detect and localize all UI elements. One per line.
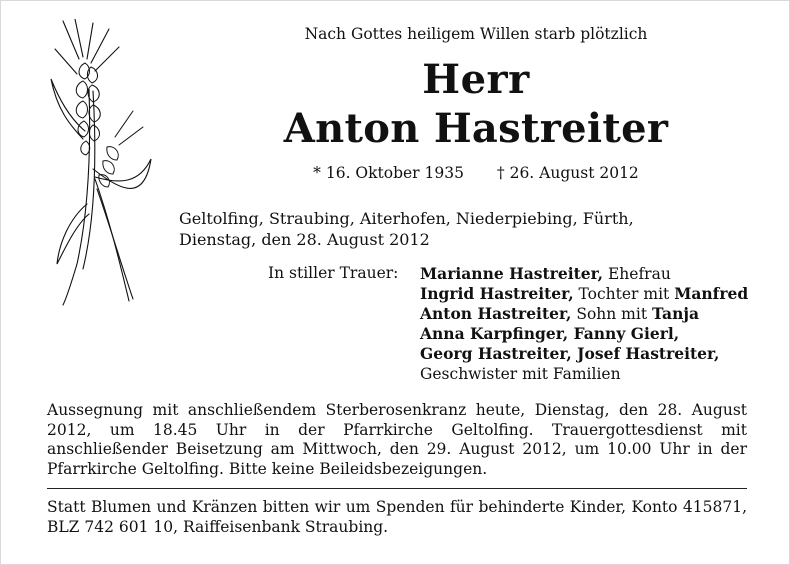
intro-line: Nach Gottes heiligem Willen starb plötzlich — [304, 25, 648, 43]
mourner-row: Anton Hastreiter, Sohn mit Tanja — [420, 304, 700, 323]
service-paragraph: Aussegnung mit anschließendem Sterberosenkranz heute, Dienstag, den 28. August 2012, um 18.45 Uhr in der Pfarrkirche Geltolfing. Trauergottesdienst mit anschließender Beisetzung am Mittwoch, den 29. August 2012, um 10.00 Uhr in der Pfarrkirche Geltolfing. Bitte keine Beileidsbezeigungen. — [47, 401, 747, 478]
mourner-row: Marianne Hastreiter, Ehefrau — [420, 264, 671, 283]
mourners-label: In stiller Trauer: — [268, 264, 399, 282]
birth-date: * 16. Oktober 1935 — [313, 164, 464, 182]
mourner-row: Georg Hastreiter, Josef Hastreiter, — [420, 344, 720, 363]
places-and-date — [179, 208, 634, 250]
wheat-ear-icon — [49, 19, 159, 309]
notice-date-line: Dienstag, den 28. August 2012 — [179, 230, 430, 249]
deceased-name: Anton Hastreiter — [283, 105, 669, 152]
divider-rule — [47, 488, 747, 489]
life-dates — [176, 164, 776, 182]
mourners-list — [420, 264, 748, 384]
mourner-row: Ingrid Hastreiter, Tochter mit Manfred — [420, 284, 749, 303]
death-date: † 26. August 2012 — [496, 164, 639, 182]
honorific-title: Herr — [422, 56, 530, 103]
donation-note: Statt Blumen und Kränzen bitten wir um Spenden für behinderte Kinder, Konto 415871, BLZ 742 601 10, Raiffeisenbank Straubing. — [47, 498, 747, 536]
mourner-row: Anna Karpfinger, Fanny Gierl, — [420, 324, 680, 343]
mourner-row: Geschwister mit Familien — [420, 365, 621, 383]
places-line: Geltolfing, Straubing, Aiterhofen, Niederpiebing, Fürth, — [179, 209, 634, 228]
